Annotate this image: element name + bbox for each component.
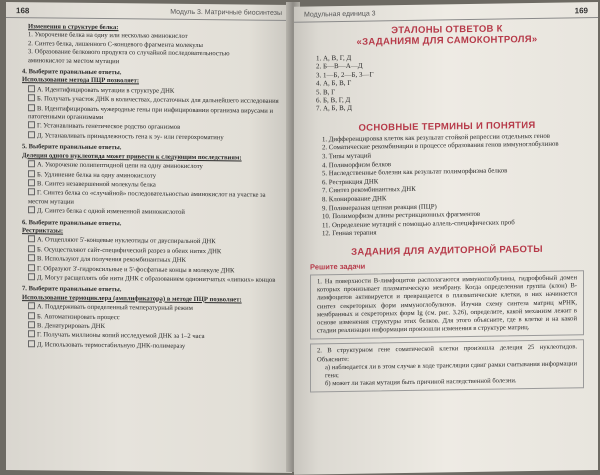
question-subtitle: Рестриктазы: bbox=[22, 227, 64, 235]
checkbox-icon bbox=[28, 340, 35, 347]
left-header-title: Модуль 3. Матричные биосинтезы bbox=[170, 8, 282, 17]
checkbox-icon bbox=[28, 331, 35, 338]
question-item: А. Идентифицировать мутации в структуре ДНК bbox=[22, 85, 280, 97]
right-header-title: Модульная единица 3 bbox=[304, 10, 376, 19]
term-item: 2. Соматические рекомбинации в процессе образования генов иммуноглобулинов bbox=[322, 141, 559, 152]
question-item: А. Укорочение полипептидной цепи на одну аминокислоту bbox=[22, 160, 280, 172]
question-block bbox=[22, 219, 280, 286]
question-subtitle: Делеция одного нуклеотида может привести к следующим последствиям: bbox=[22, 151, 242, 162]
checkbox-icon bbox=[28, 160, 35, 167]
checkbox-icon bbox=[28, 245, 35, 252]
task-subitem: а) наблюдается ли в этом случае в ходе трансляции сдвиг рамки считывания информации гена; bbox=[325, 360, 577, 380]
term-item: 1. Дифференцировка клеток как результат стойкой репрессии отдельных генов bbox=[322, 132, 550, 144]
answer-item: 7. А, Б, В, Д bbox=[316, 104, 353, 113]
question-item: Г. Устанавливать генетическое родство организмов bbox=[22, 122, 280, 134]
question-block bbox=[22, 68, 280, 143]
term-item: 9. Полимеразная цепная реакция (ПЦР) bbox=[322, 203, 437, 212]
question-item: Б. Автоматизировать процесс bbox=[22, 312, 280, 324]
task-subitem: б) может ли такая мутация быть причиной наследственной болезни. bbox=[325, 377, 517, 388]
answer-item: 5. В, Г bbox=[316, 87, 336, 97]
checkbox-icon bbox=[28, 189, 35, 196]
question-block bbox=[22, 286, 280, 353]
question-subtitle: Использование метода ПЦР позволяет: bbox=[22, 76, 140, 85]
checkbox-icon bbox=[28, 206, 35, 213]
question-item: Б. Получать участок ДНК в количествах, достаточных для дальнейшего исследования bbox=[22, 94, 280, 106]
question-item: В. Синтез незавершенной молекулы белка bbox=[22, 179, 280, 191]
question-item: Д. Могут расщеплять обе нити ДНК с образованием однонитчатых «липких» концов bbox=[22, 273, 280, 285]
question-item: Г. Образуют 3'-гидроксильные и 5'-фосфатные концы в молекуле ДНК bbox=[22, 264, 280, 276]
right-page-content bbox=[294, 18, 598, 393]
term-item: 11. Определение мутаций с помощью аллель-специфических проб bbox=[322, 219, 515, 230]
left-page-content bbox=[6, 18, 292, 352]
right-page-number: 169 bbox=[574, 6, 588, 16]
task-2 bbox=[310, 340, 584, 393]
lab-title: ЗАДАНИЯ ДЛЯ АУДИТОРНОЙ РАБОТЫ bbox=[351, 243, 543, 258]
answers-title: ЭТАЛОНЫ ОТВЕТОВ К «ЗАДАНИЯМ ДЛЯ САМОКОНТРОЛЯ» bbox=[356, 23, 538, 48]
checkbox-icon bbox=[28, 302, 35, 309]
question-item: Изменения в структуре белка: bbox=[28, 23, 119, 32]
question-title: 7. Выберите правильные ответы. bbox=[22, 285, 122, 294]
checkbox-icon bbox=[28, 236, 35, 243]
checkbox-icon bbox=[28, 321, 35, 328]
question-item: Д. Синтез белка с одной измененной аминокислотой bbox=[22, 206, 280, 218]
answer-item: 3. 1—Б, 2—Б, 3—Г bbox=[316, 70, 374, 80]
answer-item: 4. А, Б, В, Г bbox=[316, 79, 352, 88]
term-item: 7. Синтез рекомбинантных ДНК bbox=[322, 186, 416, 195]
checkbox-icon bbox=[28, 104, 35, 111]
question-item: 3. Образование белкового продукта со случайной последовательностью bbox=[28, 48, 230, 58]
question-item: Б. Удлинение белка на одну аминокислоту bbox=[22, 170, 280, 182]
question-item: 1. Укорочение белка на одну или несколько аминокислот bbox=[28, 31, 188, 41]
term-item: 4. Полиморфизм белков bbox=[322, 160, 392, 169]
question-item: Г. Синтез белка со «случайной» последовательностью аминокислот на участке за местом мутации bbox=[28, 189, 266, 206]
checkbox-icon bbox=[28, 94, 35, 101]
checkbox-icon bbox=[28, 254, 35, 261]
term-item: 8. Клонирование ДНК bbox=[322, 195, 387, 204]
left-page-number: 168 bbox=[16, 6, 30, 16]
term-item: 12. Генная терапия bbox=[322, 229, 377, 238]
question-item: Д. Устанавливать принадлежность гена к эу- или гетерохроматину bbox=[22, 131, 280, 143]
term-item: 10. Полиморфизм длины рестрикционных фрагментов bbox=[322, 211, 481, 221]
checkbox-icon bbox=[28, 85, 35, 92]
question-item: Г. Получать миллионы копий исследуемой ДНК за 1–2 часа bbox=[22, 331, 280, 343]
terms-title: ОСНОВНЫЕ ТЕРМИНЫ И ПОНЯТИЯ bbox=[358, 119, 536, 134]
question-item: В. Идентифицировать чужеродные гены при инфицировании организма вирусами и патогенными организмами bbox=[28, 104, 273, 122]
solve-label: Решите задачи bbox=[310, 261, 366, 272]
question-item: Д. Использовать термостабильную ДНК-полимеразу bbox=[22, 340, 280, 352]
term-item: 6. Рестрикция ДНК bbox=[322, 178, 379, 187]
question-title: 5. Выберите правильные ответы. bbox=[22, 143, 122, 152]
answer-item: 6. Б, В, Г, Д bbox=[316, 95, 351, 105]
left-page bbox=[6, 2, 292, 473]
terms-list bbox=[322, 132, 584, 239]
right-page bbox=[294, 2, 598, 475]
term-item: 5. Наследственные болезни как результат полиморфизма белков bbox=[322, 167, 508, 178]
answer-item: 2. Б—В—А—Д bbox=[316, 62, 363, 71]
task-text: 2. В структурном гене соматической клетки произошла делеция 25 нуклеотидов. Объясните: bbox=[317, 343, 577, 364]
question-item: А. Отщепляют 5'-концевые нуклеотиды от двуспиральной ДНК bbox=[22, 236, 280, 248]
checkbox-icon bbox=[28, 170, 35, 177]
task-text: 1. На поверхности В-лимфоцитов располагаются иммуноглобулины, гидрофобный домен которых пронизывает плазматическую мембрану. Когда определенная группа (клон) В-лимфоцитов активируется и превращается в плазматические клетки, в них начинается синтез секреторных форм иммуноглобулинов. Изучив схему синтеза матриц мРНК, мембранных и секреторных форм Ig (см. рис. 3.26), определите, какой механизм лежит в основе изменения структуры этих белков. Для этого объясните, где в клетке и на какой стадии реализации информации произошли изменения в структуре матриц. bbox=[317, 274, 577, 335]
question-item: 2. Синтез белка, лишенного С-концевого фрагмента молекулы bbox=[28, 40, 203, 49]
question-item: В. Используют для получения рекомбинантных ДНК bbox=[22, 254, 280, 266]
question-title: 6. Выберите правильные ответы. bbox=[22, 218, 122, 227]
question-block bbox=[22, 23, 280, 68]
open-book bbox=[6, 2, 598, 472]
answer-item: 1. А, В, Г, Д bbox=[316, 53, 352, 63]
question-subtitle: Использование термоциклера (амплификатора) в методе ПЦР позволяет: bbox=[22, 293, 242, 304]
checkbox-icon bbox=[28, 312, 35, 319]
checkbox-icon bbox=[28, 179, 35, 186]
question-item: А. Поддерживать определенный температурный режим bbox=[22, 302, 280, 314]
checkbox-icon bbox=[28, 273, 35, 280]
checkbox-icon bbox=[28, 122, 35, 129]
question-item: Б. Осуществляют сайт-специфический разрез в обеих нитях ДНК bbox=[22, 245, 280, 257]
checkbox-icon bbox=[28, 264, 35, 271]
question-item: В. Денатурировать ДНК bbox=[22, 321, 280, 333]
question-block bbox=[22, 143, 280, 218]
question-item: аминокислот за местом мутации bbox=[28, 56, 120, 65]
term-item: 3. Типы мутаций bbox=[322, 152, 372, 161]
question-title: 4. Выберите правильные ответы. bbox=[22, 68, 122, 77]
answers-list bbox=[316, 50, 584, 113]
task-1 bbox=[310, 270, 584, 340]
checkbox-icon bbox=[28, 131, 35, 138]
